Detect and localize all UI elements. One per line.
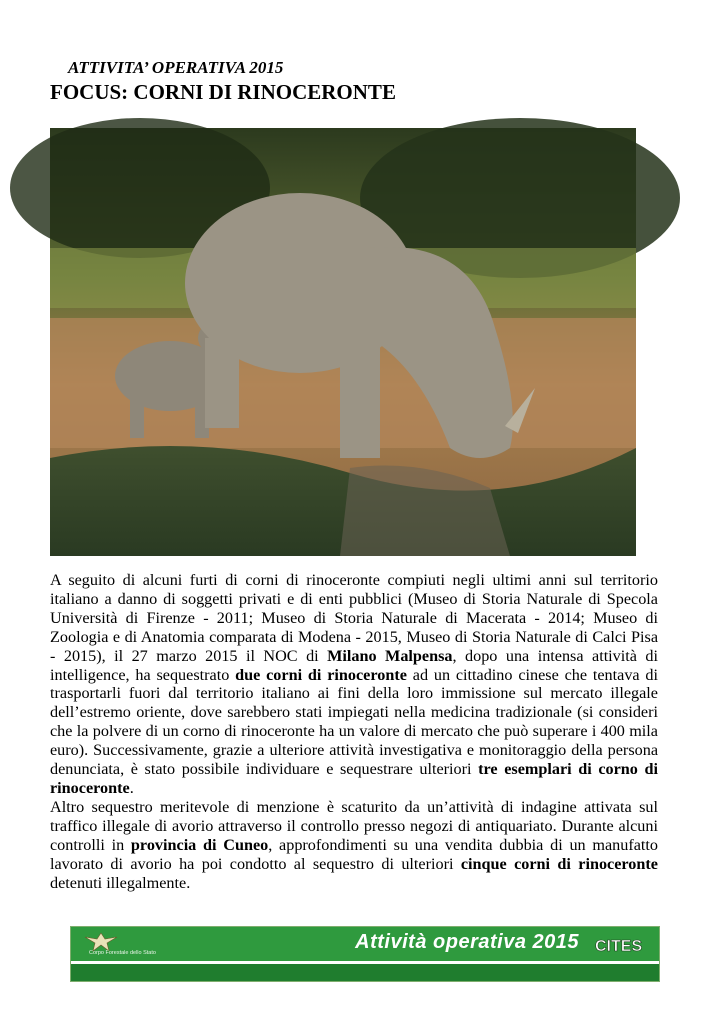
corpo-forestale-logo: [81, 931, 181, 961]
report-subtitle: ATTIVITA’ OPERATIVA 2015: [68, 58, 284, 77]
bold-run: due corni di rinoceronte: [235, 665, 407, 684]
bold-run: tre esemplari di corno di rinoceronte: [50, 760, 658, 797]
text-run: Altro sequestro meritevole di menzione è scaturito da un’attività di indagine attivata sul traffico illegale di avorio attraverso il controllo presso negozi di antiquariato. Durante alcuni controlli in: [50, 797, 658, 854]
cites-logo: [593, 931, 643, 957]
paragraph-1: [50, 571, 658, 798]
paragraph-2: [50, 798, 658, 893]
article-body: [50, 571, 658, 892]
activity-label: Attività operativa 2015: [355, 931, 579, 953]
rhino-photo-illustration: [50, 128, 636, 556]
cites-logo-icon: [593, 931, 643, 957]
text-run: A seguito di alcuni furti di corni di rinoceronte compiuti negli ultimi anni sul territorio italiano a danno di soggetti privati e di enti pubblici (Museo di Storia Naturale di Specola Università di Firenze - 2011; Museo di Storia Naturale di Macerata - 2014; Museo di Zoologia e di Anatomia comparata di Modena - 2015, Museo di Storia Naturale di Calci Pisa - 2015), il 27 marzo 2015 il NOC di: [50, 571, 658, 665]
bold-run: provincia di Cuneo: [130, 835, 269, 854]
footer-banner: [70, 926, 660, 982]
text-run: ad un cittadino cinese che tentava di trasportarli fuori dal territorio italiano ai fini della loro immissione sul mercato illegale dell’estremo oriente, dove sarebbero stati impiegati nella medicina tradizionale (si consideri che la polvere di un corno di rinoceronte ha un valore di mercato che può superare i 400 mila euro). Successivamente, grazie a ulteriore attività investigativa e monitoraggio della persona denunciata, è stato possibile individuare e sequestrare ulteriori: [50, 665, 659, 779]
bold-run: cinque corni di rinoceronte: [460, 854, 658, 873]
bold-run: Milano Malpensa: [327, 646, 453, 665]
footer-band-bottom: [71, 964, 659, 981]
svg-text:CITES: CITES: [595, 938, 643, 955]
rhino-photo: [50, 128, 636, 556]
text-run: .: [129, 778, 134, 797]
text-run: detenuti illegalmente.: [50, 873, 191, 892]
text-run: , dopo una intensa attività di intelligence, ha sequestrato: [50, 646, 659, 684]
corpo-forestale-label: Corpo Forestale dello Stato: [89, 950, 156, 956]
text-run: , approfondimenti su una vendita dubbia di un manufatto lavorato di avorio ha poi condotto al sequestro di ulteriori: [50, 835, 658, 873]
page-title: FOCUS: CORNI DI RINOCERONTE: [50, 80, 396, 104]
